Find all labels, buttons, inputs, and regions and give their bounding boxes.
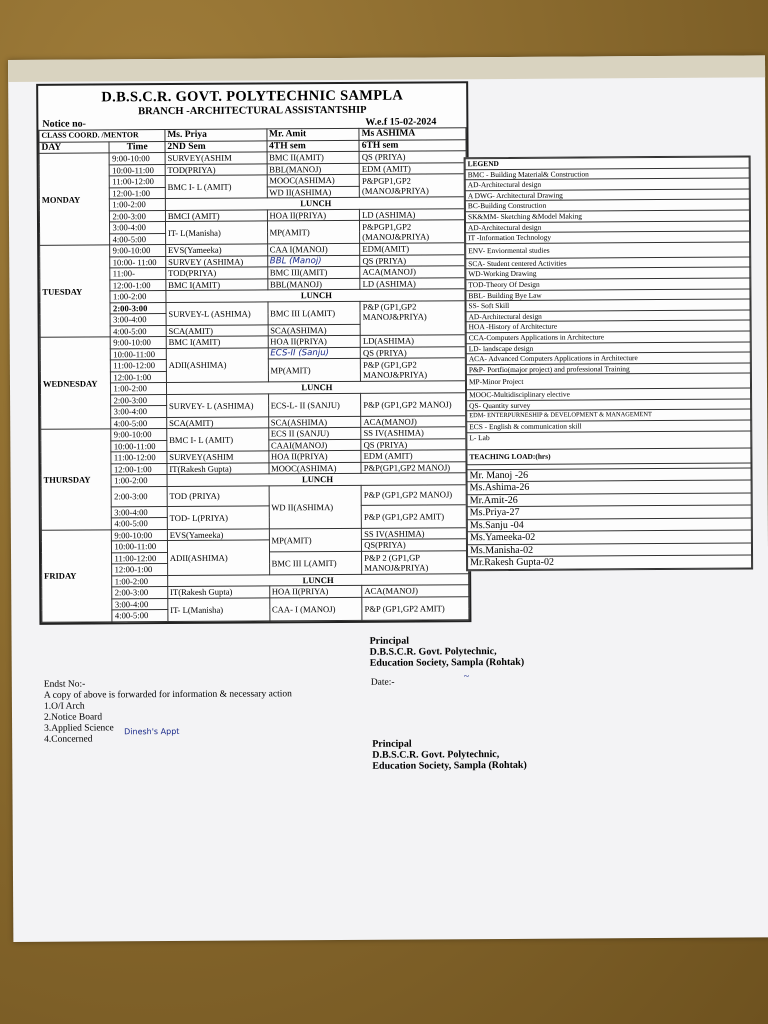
time-cell: 12:00-1:00 (110, 187, 165, 199)
slot-cell: P&PGP1,GP2 (MANOJ&PRIYA) (359, 174, 466, 198)
load-item: Ms.Manisha-02 (467, 543, 751, 557)
slot-cell: P&P 2 (GP1,GP MANOJ&PRIYA) (362, 550, 469, 574)
endst-item: 3.Applied Science (44, 723, 114, 734)
slot-cell: BMC I- L (AMIT) (167, 428, 269, 452)
legend-item: SK&MM- Sketching &Model Making (465, 210, 749, 222)
slot-cell: ADII(ASHIMA) (167, 540, 269, 575)
time-cell: 2:00-3:00 (112, 587, 167, 599)
slot-cell: P&P (GP1,GP2 AMIT) (361, 504, 468, 528)
load-item: Mr. Manoj -26 (467, 468, 751, 482)
slot-cell: WD II(ASHIMA) (267, 186, 360, 198)
time-cell: 12:00-1:00 (111, 463, 166, 475)
legend-item: QS- Quantity survey (467, 399, 751, 411)
slot-cell: EDM (AMIT) (361, 450, 468, 462)
slot-cell: MP(AMIT) (267, 221, 360, 245)
principal-signature-2 (372, 738, 527, 772)
slot-cell: P&P (GP1,GP2 MANOJ&PRIYA) (361, 358, 468, 382)
day-wednesday: WEDNESDAY (40, 337, 111, 429)
handwritten-slot: BBL (Manoj) (267, 255, 360, 267)
slot-cell: P&P (GP1,GP2 MANOJ) (361, 392, 468, 416)
legend-item: BBL- Building Bye Law (466, 289, 750, 301)
slot-cell: HOA II(PRIYA) (269, 586, 362, 598)
day-thursday: THURSDAY (41, 429, 112, 530)
legend-panel (464, 155, 754, 570)
slot-cell: IT- L(Manisha) (165, 221, 267, 245)
slot-cell: MOOC(ASHIMA) (267, 175, 360, 187)
slot-cell: EDM (AMIT) (359, 162, 466, 174)
endst-date: Date:- (370, 677, 395, 688)
slot-cell: TOD(PRIYA) (166, 267, 268, 279)
time-cell: 11:00-12:00 (112, 552, 167, 564)
time-cell: 2:00-3:00 (111, 394, 166, 406)
load-title: TEACHING LOAD:(hrs) (467, 448, 751, 465)
time-cell: 1:00-2:00 (111, 383, 166, 395)
slot-cell: QS(PRIYA) (362, 539, 469, 551)
time-cell: 3:00-4:00 (110, 222, 165, 234)
slot-cell: BMC II(AMIT) (267, 152, 360, 164)
slot-cell: MP(AMIT) (269, 528, 362, 552)
time-cell: 11:00- (110, 268, 165, 280)
slot-cell: TOD- L(PRIYA) (167, 506, 269, 530)
slot-cell: QS (PRIYA) (361, 438, 468, 450)
slot-cell: BBL(MANOJ) (267, 163, 360, 175)
slot-cell: BMCI (AMIT) (165, 210, 267, 222)
slot-cell: SCA(ASHIMA) (268, 324, 361, 336)
time-cell: 1:00-2:00 (112, 475, 167, 487)
load-item: Ms.Yameeka-02 (467, 530, 751, 544)
slot-cell: BBL(MANOJ) (267, 278, 360, 290)
slot-cell: HOA II(PRIYA) (268, 336, 361, 348)
legend-item: P&P- Portfio(major project) and professional Training (466, 363, 750, 375)
slot-cell: CAA I(MANOJ) (267, 244, 360, 256)
legend-item: IT -Information Technology (466, 231, 750, 243)
legend-item: ACA- Advanced Computers Applications in Architecture (466, 352, 750, 364)
slot-cell: SURVEY(ASHIM (167, 451, 269, 463)
slot-cell: BMC I(AMIT) (166, 336, 268, 348)
time-cell: 12:00-1:00 (111, 371, 166, 383)
slot-cell: BMC III(AMIT) (267, 267, 360, 279)
day-tuesday: TUESDAY (40, 245, 111, 337)
sig-line: Education Society, Sampla (Rohtak) (369, 656, 525, 669)
time-cell: 3:00-4:00 (111, 314, 166, 326)
time-cell: 3:00-4:00 (111, 406, 166, 418)
endst-item: 4.Concerned (44, 734, 93, 745)
sig-line: Education Society, Sampla (Rohtak) (372, 759, 527, 772)
lunch-cell: LUNCH (166, 289, 467, 302)
legend-item: MP-Minor Project (466, 373, 750, 390)
endst-copy: A copy of above is forwarded for information & necessary action (43, 689, 292, 701)
slot-cell: ACA(MANOJ) (362, 585, 469, 597)
signature-mark: ~ (463, 671, 470, 683)
legend-item: TOD-Theory Of Design (466, 278, 750, 290)
slot-cell: BMC I- L (AMIT) (165, 175, 267, 199)
legend-item: EDM- ENTERPURNESHIP & DEVELOPMENT & MANAGEMENT (467, 409, 751, 421)
legend-table (465, 156, 753, 569)
timetable-sheet (8, 55, 768, 942)
lunch-cell: LUNCH (167, 473, 468, 486)
college-title: D.B.S.C.R. GOVT. POLYTECHNIC SAMPLA (101, 87, 404, 106)
slot-cell: HOA II(PRIYA) (267, 209, 360, 221)
slot-cell: SURVEY (ASHIMA) (166, 256, 268, 268)
slot-cell: EVS(Yameeka) (165, 244, 267, 256)
slot-cell: LD (ASHIMA) (360, 277, 467, 289)
slot-cell: EDM(AMIT) (360, 243, 467, 255)
time-cell: 4:00-5:00 (111, 417, 166, 429)
timetable (36, 81, 471, 624)
time-cell: 11:00-12:00 (111, 452, 166, 464)
legend-item: L- Lab (467, 431, 751, 450)
legend-item: MOOC-Multidisciplinary elective (467, 388, 751, 400)
sig-title: Principal (369, 635, 410, 647)
slot-cell: ECS-L- II (SANJU) (268, 393, 361, 417)
time-cell: 9:00-10:00 (112, 529, 167, 541)
handwritten-note: Dinesh's Appt (124, 726, 180, 737)
slot-cell: IT(Rakesh Gupta) (167, 463, 269, 475)
time-cell: 11:00-12:00 (111, 360, 166, 372)
legend-title: LEGEND (465, 157, 749, 169)
time-cell: 1:00-2:00 (112, 575, 167, 587)
principal-signature-1 (370, 635, 525, 669)
time-cell: 4:00-5:00 (111, 325, 166, 337)
col-day: DAY (39, 142, 110, 154)
time-cell: 10:00-11:00 (112, 541, 167, 553)
load-item: Ms.Sanju -04 (467, 518, 751, 532)
time-cell: 9:00-10:00 (110, 245, 165, 257)
legend-item: BMC - Building Material& Construction (465, 168, 749, 180)
col-6th-sem: 6TH sem (359, 139, 466, 151)
time-cell: 10:00-11:00 (111, 440, 166, 452)
slot-cell: WD II(ASHIMA) (269, 485, 362, 529)
wef-date: W.e.f 15-02-2024 (365, 116, 437, 128)
legend-item: AD-Architectural design (465, 221, 749, 233)
col-4th-sem: 4TH sem (267, 140, 360, 152)
slot-cell: IT(Rakesh Gupta) (168, 586, 270, 598)
slot-cell: QS (PRIYA) (360, 346, 467, 358)
time-cell: 11:00-12:00 (110, 176, 165, 188)
load-item: Mr.Rakesh Gupta-02 (468, 555, 752, 569)
time-cell: 4:00-5:00 (112, 518, 167, 530)
time-cell: 12:00-1:00 (112, 564, 167, 576)
legend-item: WD-Working Drawing (466, 267, 750, 279)
time-cell: 9:00-10:00 (111, 337, 166, 349)
time-cell: 12:00-1:00 (110, 279, 165, 291)
slot-cell: LD (ASHIMA) (360, 208, 467, 220)
slot-cell: SCA(AMIT) (166, 325, 268, 337)
legend-item: AD-Architectural design (465, 178, 749, 190)
header (38, 87, 466, 130)
slot-cell: SS IV(ASHIMA) (362, 527, 469, 539)
coord-4th: Mr. Amit (266, 129, 359, 141)
legend-item: AD-Architectural design (466, 310, 750, 322)
slot-cell: EVS(Yameeka) (167, 529, 269, 541)
coord-label: CLASS COORD. /MENTOR (39, 130, 165, 142)
time-cell: 2:00-3:00 (110, 302, 165, 314)
slot-cell: BMC III L(AMIT) (269, 551, 362, 575)
time-cell: 10:00-11:00 (111, 348, 166, 360)
slot-cell: CAAI(MANOJ) (268, 439, 361, 451)
slot-cell: SURVEY-L (ASHIMA) (166, 302, 268, 326)
time-cell: 10:00-11:00 (110, 164, 165, 176)
slot-cell: QS (PRIYA) (360, 254, 467, 266)
day-monday: MONDAY (39, 153, 110, 245)
slot-cell: BMC I(AMIT) (166, 279, 268, 291)
col-time: Time (109, 141, 164, 153)
time-cell: 3:00-4:00 (112, 598, 167, 610)
slot-cell: SCA(AMIT) (167, 417, 269, 429)
handwritten-slot: ECS-II (Sanju) (268, 347, 361, 359)
slot-cell: BMC III L(AMIT) (268, 301, 361, 325)
notice-no: Notice no- (42, 118, 87, 130)
schedule-table (38, 127, 469, 622)
time-cell: 2:00-3:00 (110, 210, 165, 222)
time-cell: 2:00-3:00 (112, 486, 167, 506)
legend-item: A DWG- Architectural Drawing (465, 189, 749, 201)
endst-item: 1.O/I Arch (43, 701, 85, 712)
slot-cell: ECS II (SANJU) (268, 428, 361, 440)
slot-cell: ADII(ASHIMA) (166, 348, 268, 383)
time-cell: 4:00-5:00 (112, 610, 167, 622)
paper-edge (8, 55, 765, 82)
slot-cell: MOOC(ASHIMA) (269, 462, 362, 474)
sig-line: D.B.S.C.R. Govt. Polytechnic, (372, 749, 500, 761)
branch-title: BRANCH -ARCHITECTURAL ASSISTANTSHIP (138, 104, 367, 117)
slot-cell: TOD(PRIYA) (165, 164, 267, 176)
time-cell: 1:00-2:00 (110, 199, 165, 211)
legend-item: ECS - English & communication skill (467, 420, 751, 432)
day-friday: FRIDAY (41, 530, 112, 622)
slot-cell: P&P (GP1,GP2 MANOJ) (361, 484, 468, 505)
time-cell: 9:00-10:00 (111, 429, 166, 441)
legend-item: HOA -History of Architecture (466, 320, 750, 332)
col-2nd-sem: 2ND Sem (165, 141, 267, 153)
sig-line: D.B.S.C.R. Govt. Polytechnic, (369, 646, 497, 658)
endst-item: 2.Notice Board (43, 712, 103, 723)
slot-cell: MP(AMIT) (268, 359, 361, 383)
slot-cell: ACA(MANOJ) (360, 266, 467, 278)
legend-item: SCA- Student centered Activities (466, 257, 750, 269)
slot-cell: P&P (GP1,GP2 MANOJ&PRIYA) (360, 300, 467, 335)
slot-cell: SCA(ASHIMA) (268, 416, 361, 428)
legend-item: BC-Building Construction (465, 199, 749, 211)
coord-6th: Ms ASHIMA (359, 128, 466, 140)
lunch-cell: LUNCH (165, 197, 466, 210)
time-cell: 10:00- 11:00 (110, 256, 165, 268)
slot-cell: SURVEY- L (ASHIMA) (166, 394, 268, 418)
load-item: Ms.Ashima-26 (467, 480, 751, 494)
time-cell: 3:00-4:00 (112, 506, 167, 518)
sig-title: Principal (372, 738, 412, 750)
slot-cell: SURVEY(ASHIM (165, 152, 267, 164)
load-item: Ms.Priya-27 (467, 505, 751, 519)
slot-cell: P&PGP1,GP2 (MANOJ&PRIYA) (360, 220, 467, 244)
slot-cell: LD(ASHIMA) (360, 335, 467, 347)
lunch-cell: LUNCH (168, 573, 469, 586)
endst-no: Endst No:- (43, 679, 86, 690)
slot-cell: SS IV(ASHIMA) (361, 427, 468, 439)
slot-cell: TOD (PRIYA) (167, 486, 269, 507)
slot-cell: QS (PRIYA) (359, 151, 466, 163)
slot-cell: HOA II(PRIYA) (268, 451, 361, 463)
slot-cell: ACA(MANOJ) (361, 415, 468, 427)
coord-2nd: Ms. Priya (165, 129, 267, 141)
slot-cell: P&P (GP1,GP2 AMIT) (362, 596, 469, 620)
slot-cell: CAA- I (MANOJ) (269, 597, 362, 621)
time-cell: 9:00-10:00 (110, 153, 165, 165)
lunch-cell: LUNCH (166, 381, 467, 394)
legend-item: ENV- Enviormental studies (466, 242, 750, 259)
legend-item: LD- landscape design (466, 341, 750, 353)
slot-cell: IT- L(Manisha) (168, 598, 270, 622)
time-cell: 4:00-5:00 (110, 233, 165, 245)
load-item: Mr.Amit-26 (467, 493, 751, 507)
legend-item: SS- Soft Skill (466, 299, 750, 311)
legend-item: CCA-Computers Applications in Architecture (466, 331, 750, 343)
time-cell: 1:00-2:00 (110, 291, 165, 303)
slot-cell: P&P(GP1,GP2 MANOJ) (361, 461, 468, 473)
